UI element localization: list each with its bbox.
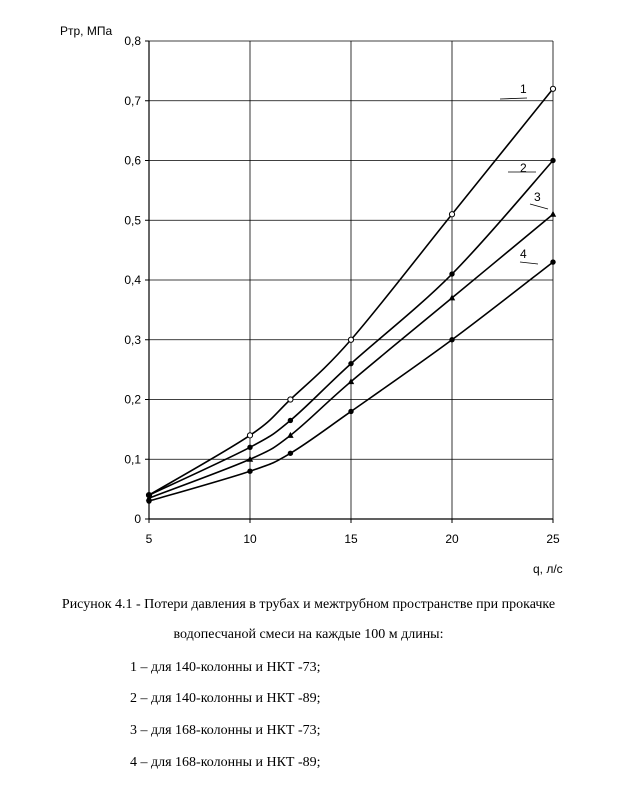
data-point bbox=[449, 337, 454, 342]
x-tick-label: 20 bbox=[445, 532, 459, 546]
data-point bbox=[348, 409, 353, 414]
data-point bbox=[247, 469, 252, 474]
axes bbox=[145, 41, 553, 523]
data-point bbox=[288, 451, 293, 456]
data-point bbox=[247, 433, 252, 438]
series-leader-line bbox=[530, 204, 548, 209]
data-point bbox=[550, 158, 555, 163]
legend-item-2: 2 – для 140-колонны и НКТ -89; bbox=[130, 691, 321, 706]
x-tick-label: 15 bbox=[344, 532, 358, 546]
series-leader-line bbox=[500, 98, 527, 99]
legend-item-3: 3 – для 168-колонны и НКТ -73; bbox=[130, 723, 321, 738]
x-tick-label: 25 bbox=[546, 532, 560, 546]
data-point bbox=[550, 86, 555, 91]
data-point bbox=[146, 498, 151, 503]
data-point bbox=[449, 271, 454, 276]
data-point bbox=[449, 212, 454, 217]
y-tick-label: 0,1 bbox=[124, 452, 141, 467]
y-tick-label: 0 bbox=[134, 512, 141, 526]
series-label: 4 bbox=[520, 247, 527, 261]
data-point bbox=[348, 361, 353, 366]
series-label: 2 bbox=[520, 161, 527, 175]
data-point bbox=[348, 337, 353, 342]
series-label: 1 bbox=[520, 82, 527, 96]
series-label: 3 bbox=[534, 190, 541, 204]
y-tick-label: 0,3 bbox=[124, 332, 141, 347]
data-point bbox=[550, 211, 556, 217]
data-point bbox=[288, 397, 293, 402]
x-tick-label: 10 bbox=[243, 532, 257, 546]
grid bbox=[149, 41, 553, 519]
data-point bbox=[550, 259, 555, 264]
y-tick-label: 0,6 bbox=[124, 153, 141, 168]
y-tick-label: 0,8 bbox=[124, 34, 141, 48]
figure-caption-line2: водопесчаной смеси на каждые 100 м длины: bbox=[173, 627, 444, 642]
tick-labels bbox=[124, 34, 560, 546]
legend-item-4: 4 – для 168-колонны и НКТ -89; bbox=[130, 755, 321, 770]
y-tick-label: 0,4 bbox=[124, 273, 141, 287]
x-axis-label: q, л/с bbox=[533, 562, 563, 576]
y-tick-label: 0,5 bbox=[124, 213, 141, 228]
y-axis-label: Ртр, МПа bbox=[60, 24, 113, 38]
figure-caption-line1: Рисунок 4.1 - Потери давления в трубах и межтрубном пространстве при прокачке bbox=[61, 597, 556, 612]
y-tick-label: 0,7 bbox=[124, 93, 141, 108]
series-leader-line bbox=[520, 262, 538, 264]
x-tick-label: 5 bbox=[145, 532, 153, 546]
data-point bbox=[288, 418, 293, 423]
legend-item-1: 1 – для 140-колонны и НКТ -73; bbox=[130, 660, 321, 675]
data-point bbox=[247, 445, 252, 450]
y-tick-label: 0,2 bbox=[124, 392, 141, 407]
